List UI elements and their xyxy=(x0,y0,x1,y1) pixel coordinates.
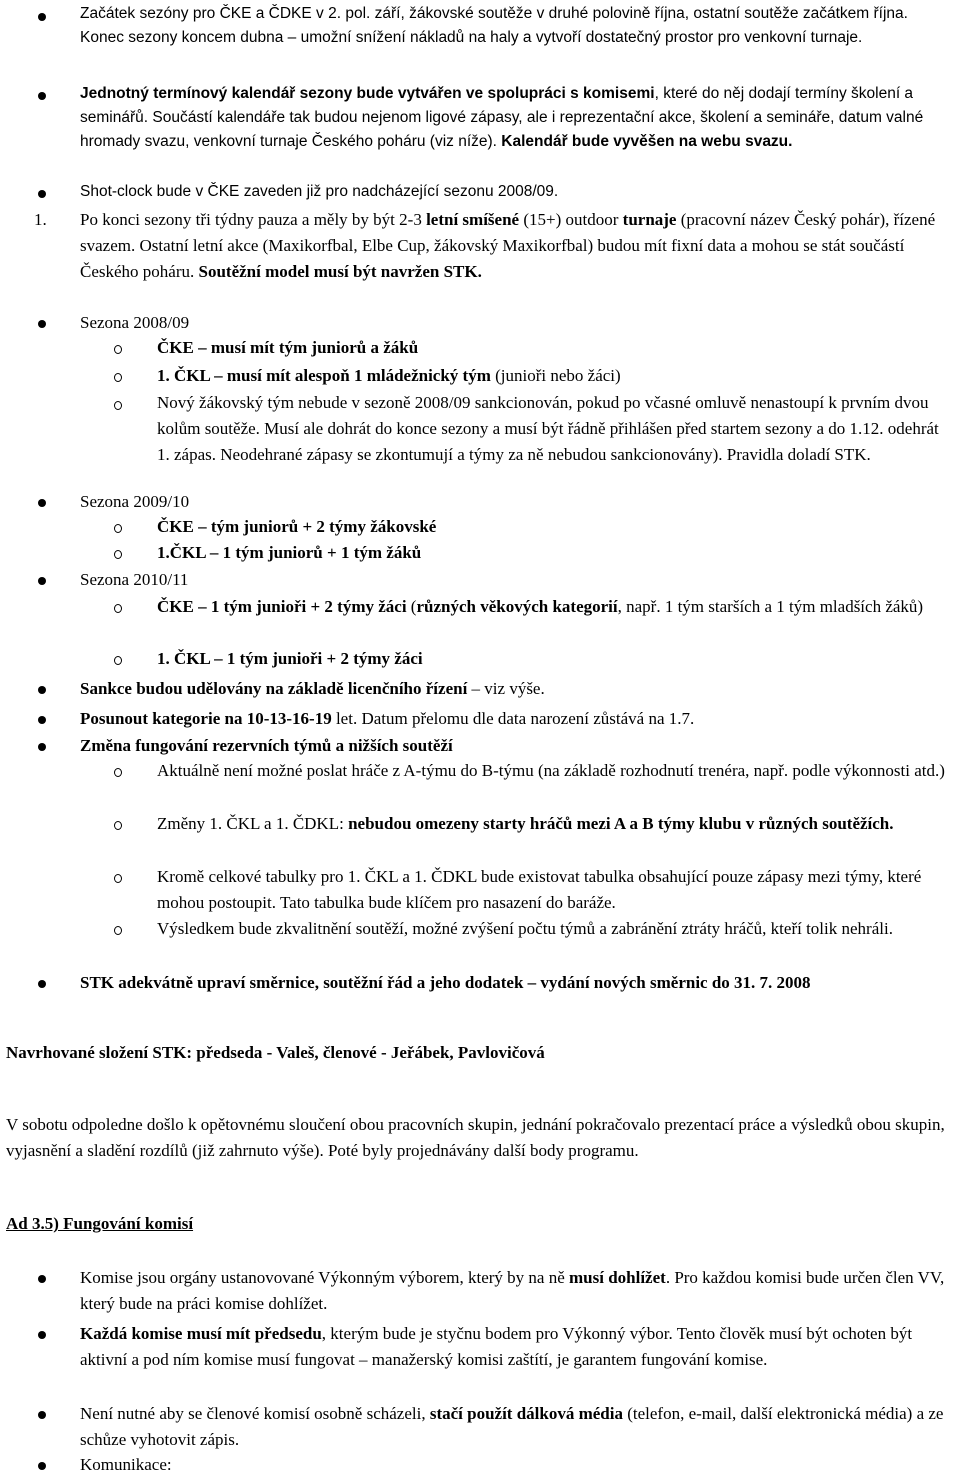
sub-bullet xyxy=(114,874,122,883)
sub-list-item xyxy=(157,390,952,468)
list-item xyxy=(80,207,952,285)
list-bullet xyxy=(38,190,46,198)
sub-bullet xyxy=(114,821,122,830)
text-run: Komise jsou orgány ustanovované Výkonným výborem, který by na ně xyxy=(80,1268,569,1287)
text-run: Sezona 2009/10 xyxy=(80,492,190,511)
text-run: 1.ČKL – 1 tým juniorů + 1 tým žáků xyxy=(157,543,422,562)
list-bullet xyxy=(38,1462,46,1470)
text-run: ČKE – musí mít tým juniorů a žáků xyxy=(157,338,419,357)
text-run: (telefon, e-mail, další elektronická média) a ze schůze vyhotovit zápis. xyxy=(80,1404,944,1449)
list-item xyxy=(80,2,952,50)
list-bullet xyxy=(38,320,46,328)
text-run: stačí použít dálková média xyxy=(429,1404,623,1423)
text-run: turnaje xyxy=(622,210,677,229)
sub-list-item xyxy=(157,758,952,784)
text-run: (junioři nebo žáci) xyxy=(490,366,621,385)
text-run: . Pro každou komisi bude určen člen VV, který bude na práci komise dohlížet. xyxy=(80,1268,945,1313)
text-run: Kalendář bude vyvěšen na webu svazu. xyxy=(501,133,793,150)
list-item xyxy=(80,82,952,154)
text-run: Komunikace: xyxy=(80,1455,172,1474)
text-run: musí dohlížet xyxy=(569,1268,666,1287)
text-run: V sobotu odpoledne došlo k opětovnému sloučení obou pracovních skupin, jednání pokračovalo prezentací práce a výsledků obou skupin, vyjasnění a sladění rozdílů (již zahrnuto výše). Poté byly projednávány další body programu. xyxy=(6,1115,945,1160)
paragraph xyxy=(6,1112,956,1164)
text-run: Nový žákovský tým nebude v sezoně 2008/09 sankcionován, pokud po včasné omluvě nenastoupí k prvním dvou kolům soutěže. Musí ale dohrát do konce sezony a musí být řádně přihlášen před startem sezony a do 1.12. odehrát 1. zápas. Neodehrané zápasy se zkontumují a týmy za ně nebudou sankcionovány). Pravidla doladí STK. xyxy=(157,393,939,464)
text-run: let. Datum přelomu dle data narození zůstává na 1.7. xyxy=(331,709,695,728)
sub-list-item xyxy=(157,864,952,916)
text-run: Začátek sezóny pro ČKE a ČDKE v 2. pol. září, žákovské soutěže v druhé polovině října, ostatní soutěže začátkem října. Konec sezony koncem dubna – umožní snížení nákladů na haly a vytvoří dostatečný prostor pro venkovní turnaje. xyxy=(80,5,908,46)
paragraph xyxy=(6,1040,956,1066)
list-item xyxy=(80,1401,952,1453)
sub-list-item xyxy=(157,594,952,620)
section-heading xyxy=(6,1211,956,1237)
text-run: ČKE – tým juniorů + 2 týmy žákovské xyxy=(157,517,437,536)
sub-list-item xyxy=(157,335,952,361)
text-run: Sezona 2010/11 xyxy=(80,570,189,589)
list-item xyxy=(80,733,952,759)
sub-bullet xyxy=(114,926,122,935)
sub-list-item xyxy=(157,916,952,942)
sub-bullet xyxy=(114,373,122,382)
text-run: různých věkových kategorií xyxy=(416,597,618,616)
text-run: nebudou omezeny starty hráčů mezi A a B týmy klubu v různých soutěžích. xyxy=(348,814,894,833)
sub-bullet xyxy=(114,524,122,533)
list-item xyxy=(80,310,952,336)
text-run: Není nutné aby se členové komisí osobně scházeli, xyxy=(80,1404,430,1423)
text-run: Soutěžní model musí být navržen STK. xyxy=(198,262,482,281)
text-run: 1. ČKL – 1 tým junioři + 2 týmy žáci xyxy=(157,649,423,668)
sub-bullet xyxy=(114,550,122,559)
sub-bullet xyxy=(114,768,122,777)
text-run: Součástí kalendáře tak budou nejenom ligové zápasy, ale i reprezentační akce, školení a semináře, datum valné hromady svazu, venkovní turnaje Českého poháru (viz níže). xyxy=(80,109,924,150)
text-run: STK adekvátně upraví směrnice, soutěžní řád a jeho dodatek – vydání nových směrnic do 31. 7. 2008 xyxy=(80,973,811,992)
text-run: Výsledkem bude zkvalitnění soutěží, možné zvýšení počtu týmů a zabránění ztráty hráčů, kteří tolik nehráli. xyxy=(157,919,893,938)
list-bullet xyxy=(38,13,46,21)
text-run: (15+) outdoor xyxy=(519,210,623,229)
text-run: 1. ČKL – musí mít alespoň 1 mládežnický tým xyxy=(157,366,491,385)
list-item xyxy=(80,706,952,732)
text-run: , kterým bude je styčnu bodem pro Výkonný výbor. Tento člověk musí být ochoten být aktivní a pod ním komise musí fungovat – manažerský komisi zaštítí, je garantem fungování komise. xyxy=(80,1324,913,1369)
list-item xyxy=(80,970,952,996)
text-run: Po konci sezony tři týdny pauza a měly by být 2-3 xyxy=(80,210,427,229)
sub-list-item xyxy=(157,514,952,540)
list-item xyxy=(80,1265,952,1317)
text-run: (pracovní název Český pohár), řízené svazem. Ostatní letní akce (Maxikorfbal, Elbe Cup, žákovský Maxikorfbal) budou mít fixní data a mohou se stát součástí Českého poháru. xyxy=(80,210,936,281)
list-number: 1. xyxy=(34,210,47,229)
list-bullet xyxy=(38,92,46,100)
text-run: Sezona 2008/09 xyxy=(80,313,190,332)
list-item xyxy=(80,1452,952,1478)
list-item xyxy=(80,180,952,204)
text-run: Změna fungování rezervních týmů a nižších soutěží xyxy=(80,736,453,755)
text-run: Ad 3.5) Fungování komisí xyxy=(6,1214,194,1233)
text-run: Navrhované složení STK: předseda - Valeš, členové - Jeřábek, Pavlovičová xyxy=(6,1043,545,1062)
text-run: Jednotný termínový kalendář sezony bude vytvářen ve spolupráci s komisemi xyxy=(80,85,655,102)
list-bullet xyxy=(38,1411,46,1419)
list-bullet xyxy=(38,743,46,751)
text-run: Každá komise musí mít předsedu xyxy=(80,1324,322,1343)
text-run: Aktuálně není možné poslat hráče z A-týmu do B-týmu (na základě rozhodnutí trenéra, např. podle výkonnosti atd.) xyxy=(157,761,945,780)
list-bullet xyxy=(38,1331,46,1339)
list-bullet xyxy=(38,499,46,507)
text-run: Shot-clock bude v ČKE zaveden již pro nadcházející sezonu 2008/09. xyxy=(80,183,559,200)
list-item xyxy=(80,489,952,515)
text-run: ( xyxy=(406,597,417,616)
text-run: – viz výše. xyxy=(467,679,545,698)
sub-bullet xyxy=(114,656,122,665)
sub-list-item xyxy=(157,540,952,566)
list-bullet xyxy=(38,716,46,724)
sub-list-item xyxy=(157,363,952,389)
list-bullet xyxy=(38,980,46,988)
list-item xyxy=(80,676,952,702)
text-run: Kromě celkové tabulky pro 1. ČKL a 1. ČDKL bude existovat tabulka obsahující pouze zápasy mezi týmy, které mohou postoupit. Tato tabulka bude klíčem pro nasazení do baráže. xyxy=(157,867,922,912)
list-bullet xyxy=(38,577,46,585)
list-bullet xyxy=(38,686,46,694)
text-run: Změny 1. ČKL a 1. ČDKL: xyxy=(157,814,349,833)
sub-list-item xyxy=(157,811,952,837)
list-item xyxy=(80,567,952,593)
sub-list-item xyxy=(157,646,952,672)
text-run: letní smíšené xyxy=(426,210,520,229)
text-run: , např. 1 tým starších a 1 tým mladších žáků) xyxy=(617,597,924,616)
text-run: Posunout kategorie na 10-13-16-19 xyxy=(80,709,332,728)
sub-bullet xyxy=(114,604,122,613)
text-run: ČKE – 1 tým junioři + 2 týmy žáci xyxy=(157,597,407,616)
text-run: , které do něj dodají termíny školení a seminářů. xyxy=(80,85,914,126)
list-item xyxy=(80,1321,952,1373)
sub-bullet xyxy=(114,345,122,354)
sub-bullet xyxy=(114,401,122,410)
list-bullet xyxy=(38,1275,46,1283)
text-run: Sankce budou udělovány na základě licenčního řízení xyxy=(80,679,468,698)
